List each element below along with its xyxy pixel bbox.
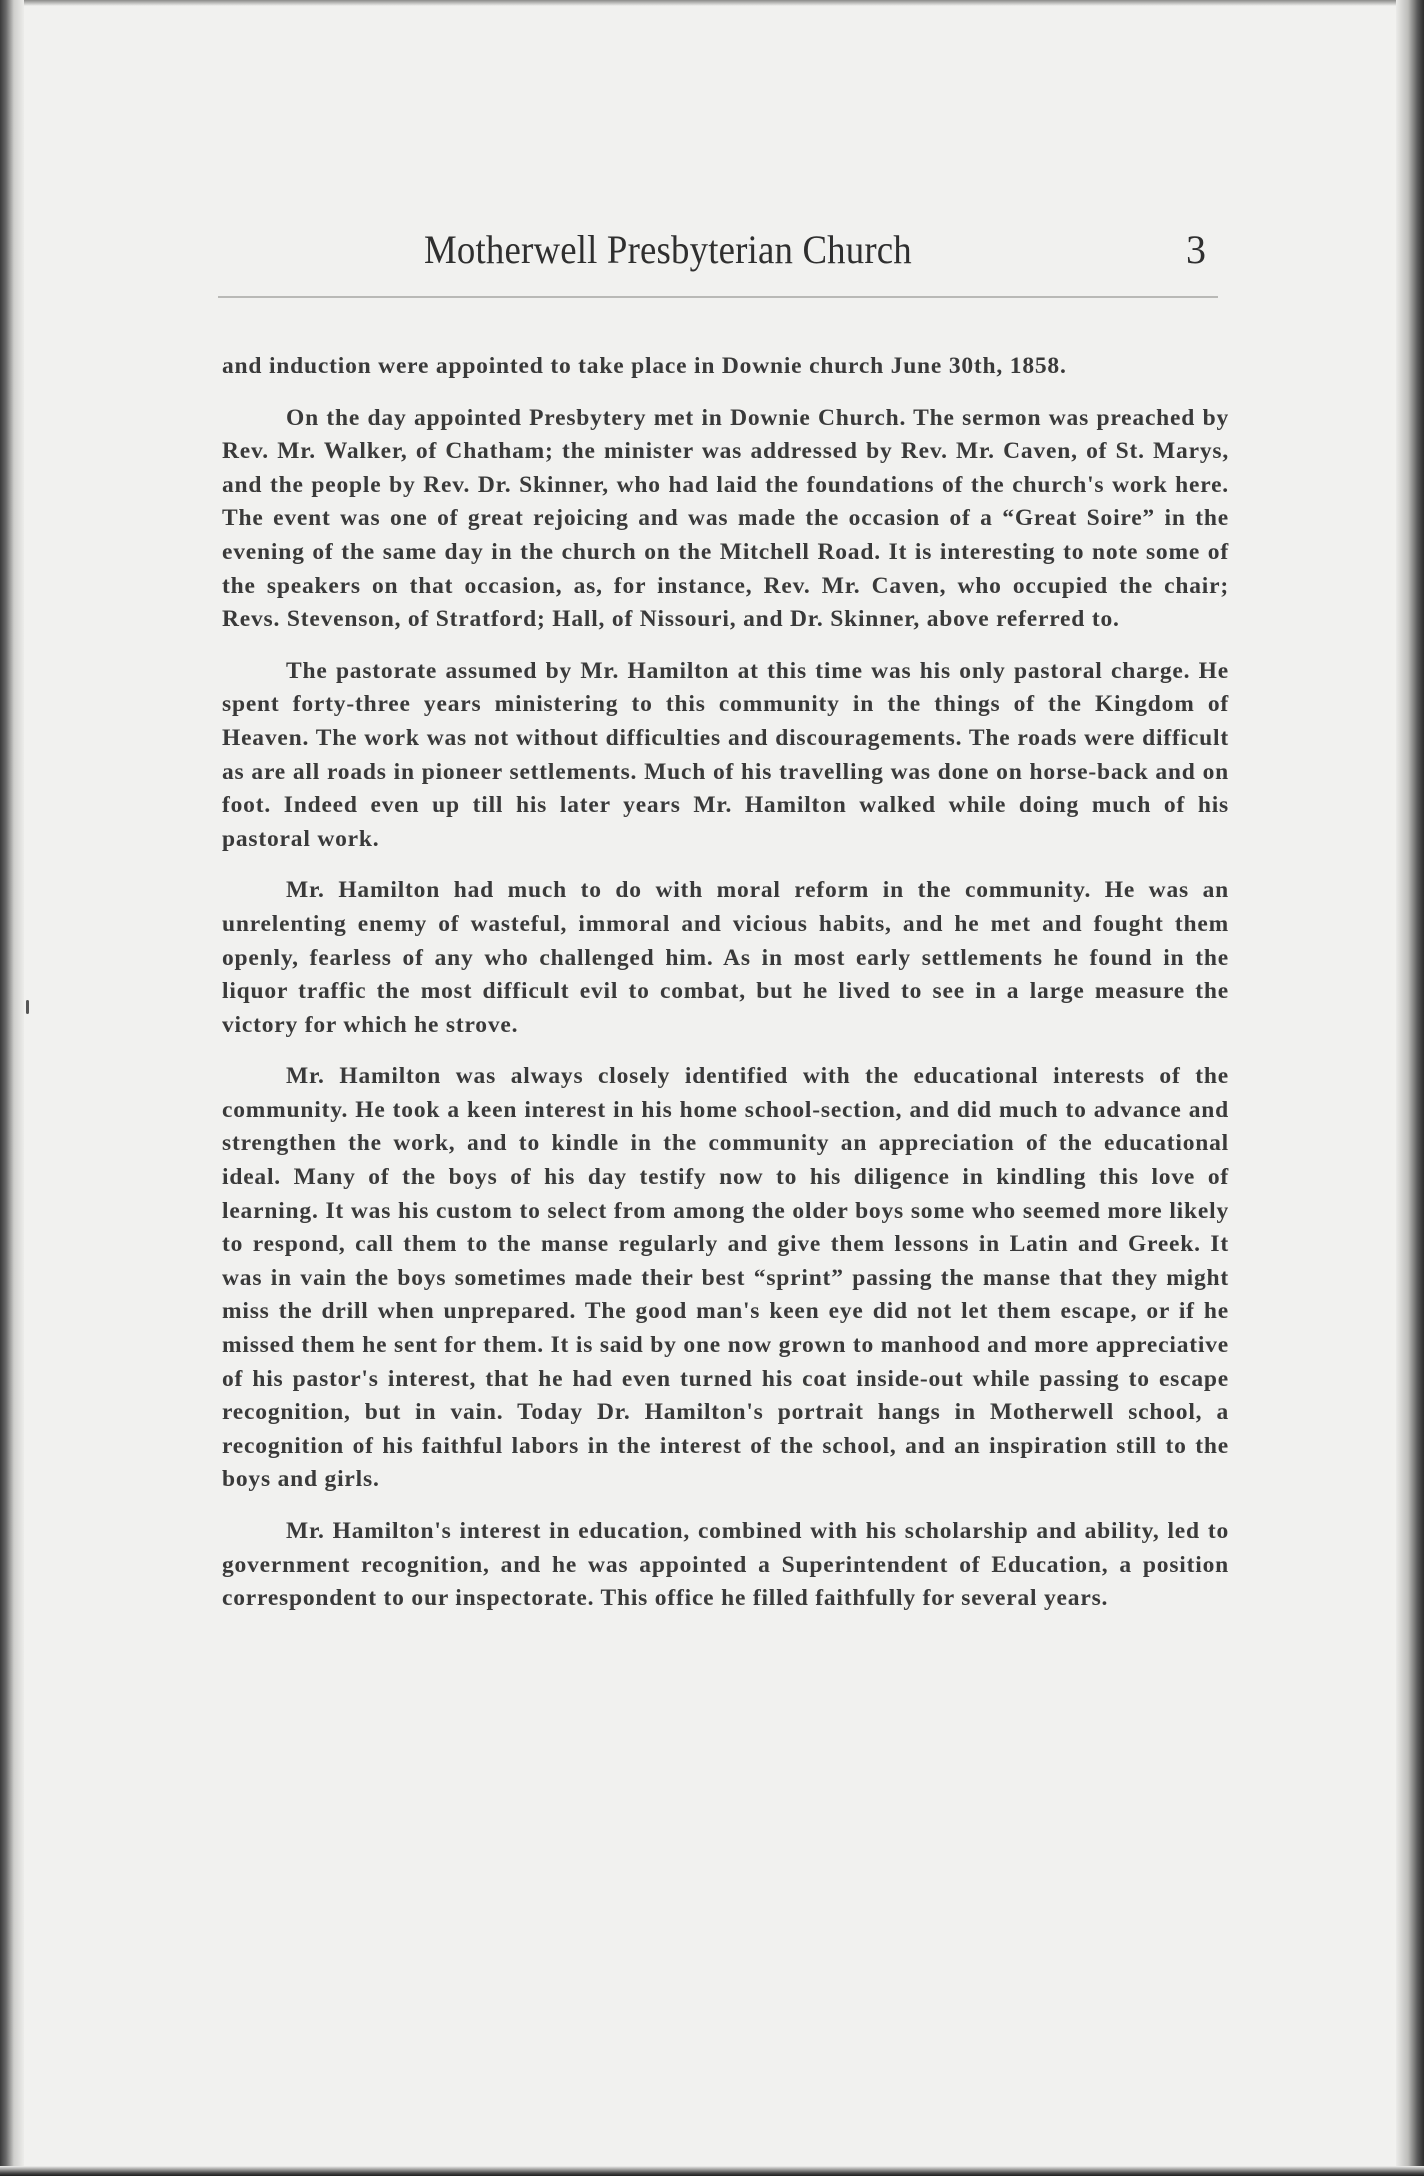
paragraph-education: Mr. Hamilton was always closely identified with the educational interests of the community. He took a keen interest in his home school-section, and did much to advance and strengthen the work, and to kindle in the community an appreciation of the educational ideal. Many of the boys of his day testify now to his diligence in kindling this love of learning. It was his custom to select from among the older boys some who seemed more likely to respond, call them to the manse regularly and give them lessons in Latin and Greek. It was in vain the boys sometimes made their best “sprint” passing the manse that they might miss the drill when unprepared. The good man's keen eye did not let them escape, or if he missed them he sent for them. It is said by one now grown to manhood and more appreciative of his pastor's interest, that he had even turned his coat inside-out while passing to escape recognition, but in vain. Today Dr. Hamilton's portrait hangs in Motherwell school, a recognition of his faithful labors in the interest of the school, and an inspiration still to the boys and girls. (222, 1063, 1229, 1493)
scan-edge-top (0, 0, 1424, 6)
scan-edge-right (1396, 0, 1424, 2176)
scan-edge-bottom (0, 2166, 1424, 2176)
paragraph-induction-service: On the day appointed Presbytery met in Downie Church. The sermon was preached by Rev. Mr. Walker, of Chatham; the minister was addressed by Rev. Mr. Caven, of St. Marys, and the people by Rev. Dr. Skinner, who had laid the foundations of the church's work here. The event was one of great rejoicing and was made the occasion of a “Great Soire” in the evening of the same day in the church on the Mitchell Road. It is interesting to note some of the speakers on that occasion, as, for instance, Rev. Mr. Caven, who occupied the chair; Revs. Stevenson, of Stratford; Hall, of Nissouri, and Dr. Skinner, above referred to. (222, 404, 1229, 633)
paragraph-pastorate: The pastorate assumed by Mr. Hamilton at this time was his only pastoral charge. He spent forty-three years ministering to this community in the things of the Kingdom of Heaven. The work was not without difficulties and discouragements. The roads were difficult as are all roads in pioneer settlements. Much of his travelling was done on horse-back and on foot. Indeed even up till his later years Mr. Hamilton walked while doing much of his pastoral work. (222, 657, 1229, 852)
body-text (222, 350, 1229, 1634)
page-number: 3 (1186, 227, 1206, 272)
paragraph-continuation: and induction were appointed to take place in Downie church June 30th, 1858. (222, 353, 1067, 379)
header-rule (218, 296, 1218, 298)
paragraph-superintendent: Mr. Hamilton's interest in education, combined with his scholarship and ability, led to government recognition, and he was appointed a Superintendent of Education, a position correspondent to our inspectorate. This office he filled faithfully for several years. (222, 1518, 1229, 1612)
running-title: Motherwell Presbyterian Church (424, 227, 912, 272)
paragraph-moral-reform: Mr. Hamilton had much to do with moral reform in the community. He was an unrelenting enemy of wasteful, immoral and vicious habits, and he met and fought them openly, fearless of any who challenged him. As in most early settlements he found in the liquor traffic the most difficult evil to combat, but he lived to see in a large measure the victory for which he strove. (222, 877, 1229, 1038)
scan-edge-left (0, 0, 24, 2176)
binding-mark (26, 1000, 29, 1014)
running-head (218, 222, 1218, 282)
